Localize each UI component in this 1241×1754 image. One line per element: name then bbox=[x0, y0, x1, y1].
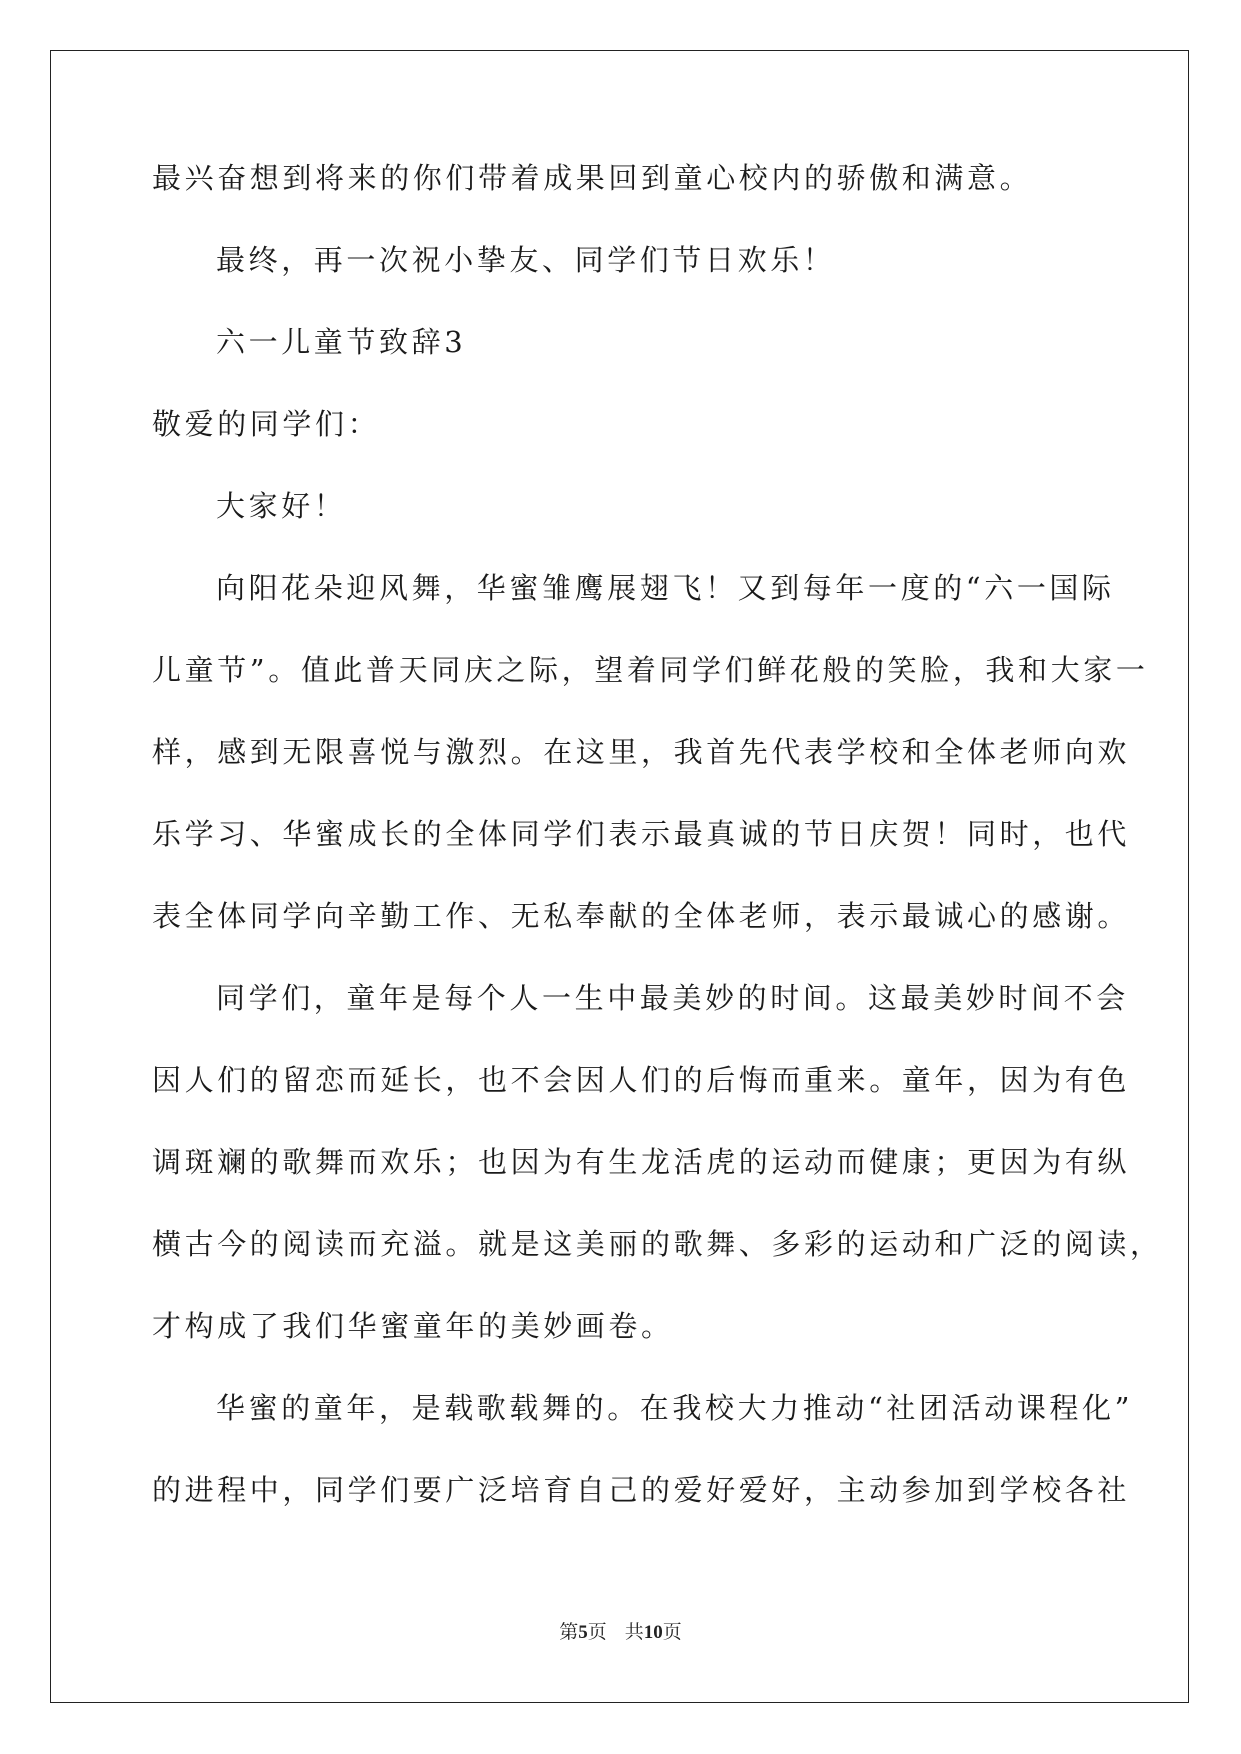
text-line: 调斑斓的歌舞而欢乐；也因为有生龙活虎的运动而健康；更因为有纵 bbox=[152, 1145, 1131, 1179]
section-heading: 六一儿童节致辞3 bbox=[216, 325, 467, 359]
text-line: 表全体同学向辛勤工作、无私奉献的全体老师，表示最诚心的感谢。 bbox=[152, 899, 1131, 933]
document-body bbox=[152, 158, 1163, 1552]
page-number: 5 bbox=[578, 1622, 588, 1643]
text-line: 样，感到无限喜悦与激烈。在这里，我首先代表学校和全体老师向欢 bbox=[152, 735, 1131, 769]
page-footer bbox=[0, 1617, 1241, 1644]
text-line: 因人们的留恋而延长，也不会因人们的后悔而重来。童年，因为有色 bbox=[152, 1063, 1131, 1097]
total-suffix: 页 bbox=[662, 1621, 682, 1643]
text-line: 横古今的阅读而充溢。就是这美丽的歌舞、多彩的运动和广泛的阅读， bbox=[152, 1227, 1163, 1261]
salutation: 敬爱的同学们： bbox=[152, 407, 381, 441]
text-line: 最终，再一次祝小挚友、同学们节日欢乐！ bbox=[216, 243, 836, 277]
page-prefix: 第 bbox=[559, 1621, 579, 1643]
text-line: 的进程中，同学们要广泛培育自己的爱好爱好，主动参加到学校各社 bbox=[152, 1473, 1131, 1507]
text-line: 华蜜的童年，是载歌载舞的。在我校大力推动“社团活动课程化” bbox=[216, 1391, 1134, 1425]
text-line: 同学们，童年是每个人一生中最美妙的时间。这最美妙时间不会 bbox=[216, 981, 1129, 1015]
greeting: 大家好！ bbox=[216, 489, 347, 523]
text-line: 才构成了我们华蜜童年的美妙画卷。 bbox=[152, 1309, 674, 1343]
text-line: 最兴奋想到将来的你们带着成果回到童心校内的骄傲和满意。 bbox=[152, 161, 1033, 195]
text-line: 向阳花朵迎风舞，华蜜雏鹰展翅飞！又到每年一度的“六一国际 bbox=[216, 571, 1115, 605]
total-prefix: 共 bbox=[624, 1621, 644, 1643]
text-line: 乐学习、华蜜成长的全体同学们表示最真诚的节日庆贺！同时，也代 bbox=[152, 817, 1131, 851]
total-pages: 10 bbox=[643, 1622, 663, 1643]
text-line: 儿童节”。值此普天同庆之际，望着同学们鲜花般的笑脸，我和大家一 bbox=[152, 653, 1149, 687]
page-suffix: 页 bbox=[587, 1621, 607, 1643]
